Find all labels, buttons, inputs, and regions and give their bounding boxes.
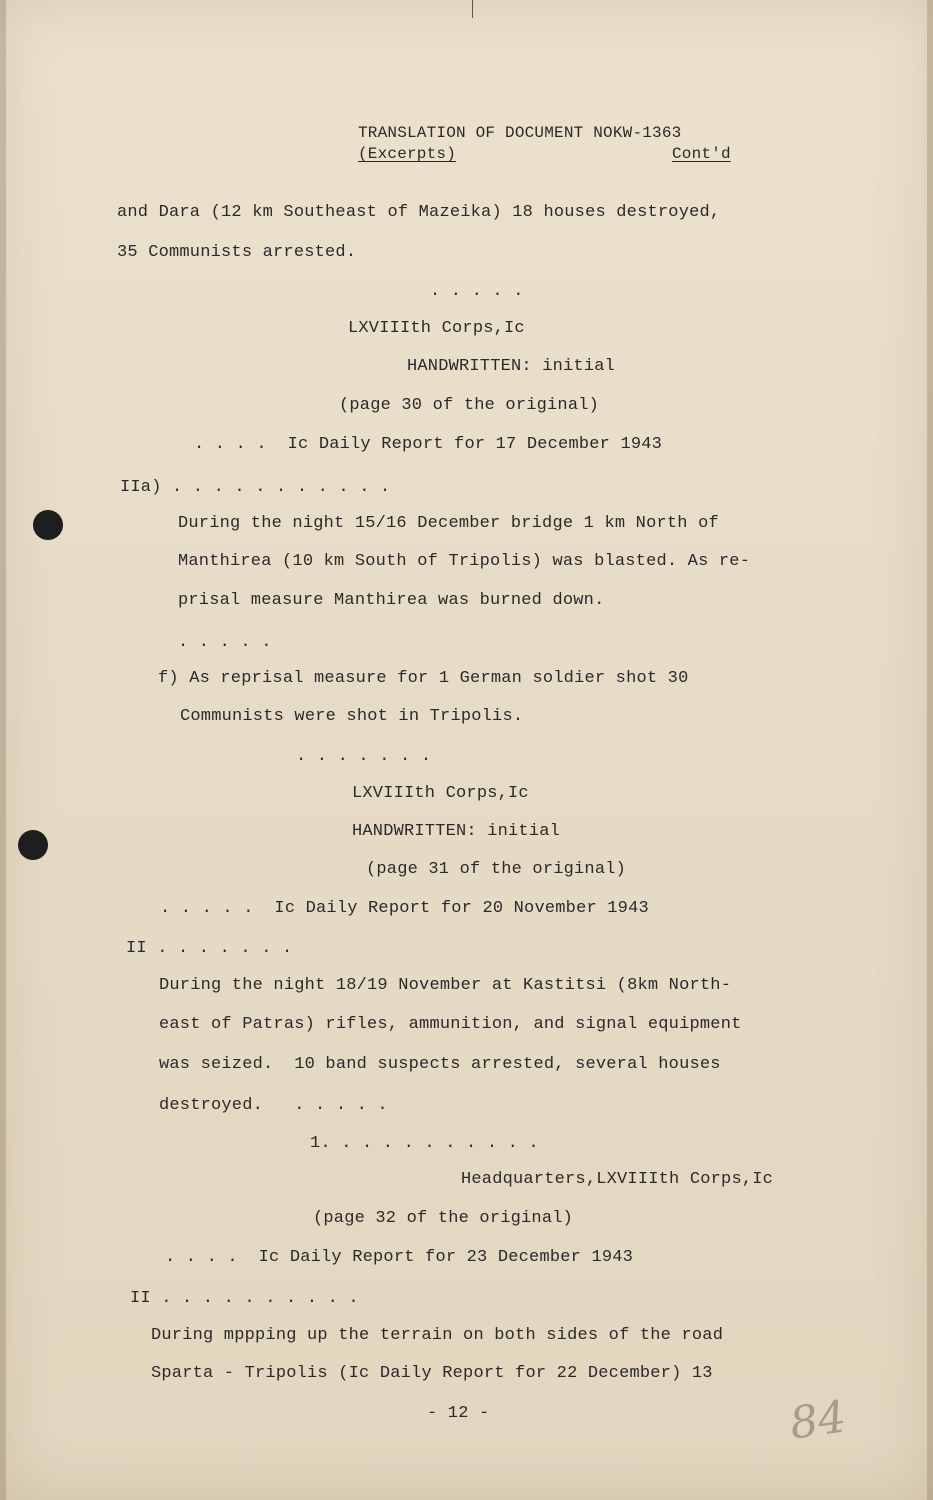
page-right-edge-shadow	[927, 0, 933, 1500]
body-line: During the night 18/19 November at Kastitsi (8km North-	[159, 976, 732, 995]
ellipsis-line: . . . . .	[178, 633, 272, 652]
body-line: east of Patras) rifles, ammunition, and signal equipment	[159, 1015, 742, 1034]
report-heading: . . . . . Ic Daily Report for 20 November 1943	[160, 899, 649, 918]
body-line: 35 Communists arrested.	[117, 243, 357, 262]
page-reference: (page 32 of the original)	[313, 1209, 574, 1228]
page-left-edge-shadow	[0, 0, 6, 1500]
top-center-tick	[472, 0, 473, 18]
report-heading: . . . . Ic Daily Report for 17 December 1943	[194, 435, 663, 454]
punch-hole	[18, 830, 48, 860]
body-line: Communists were shot in Tripolis.	[180, 707, 524, 726]
section-label: II . . . . . . . . . .	[130, 1289, 359, 1308]
section-label: II . . . . . . .	[126, 939, 293, 958]
body-line: Manthirea (10 km South of Tripolis) was blasted. As re-	[178, 552, 751, 571]
handwritten-note: HANDWRITTEN: initial	[407, 357, 616, 376]
ellipsis-line: 1. . . . . . . . . . .	[310, 1134, 539, 1153]
section-label: IIa) . . . . . . . . . . .	[120, 478, 391, 497]
signature-unit: LXVIIIth Corps,Ic	[352, 784, 529, 803]
document-subtitle-contd: Cont'd	[672, 145, 731, 163]
handwritten-note: HANDWRITTEN: initial	[352, 822, 561, 841]
signature-unit: Headquarters,LXVIIIth Corps,Ic	[461, 1170, 774, 1189]
report-heading: . . . . Ic Daily Report for 23 December 1943	[165, 1248, 634, 1267]
body-line: During the night 15/16 December bridge 1 km North of	[178, 514, 719, 533]
body-line: was seized. 10 band suspects arrested, several houses	[159, 1055, 721, 1074]
body-line: and Dara (12 km Southeast of Mazeika) 18 houses destroyed,	[117, 203, 721, 222]
ellipsis-line: . . . . .	[430, 282, 524, 301]
punch-hole	[33, 510, 63, 540]
handwritten-page-mark: 84	[786, 1391, 850, 1450]
document-title: TRANSLATION OF DOCUMENT NOKW-1363	[358, 124, 682, 142]
signature-unit: LXVIIIth Corps,Ic	[348, 319, 525, 338]
body-line: f) As reprisal measure for 1 German soldier shot 30	[158, 669, 689, 688]
document-subtitle-excerpts: (Excerpts)	[358, 145, 457, 163]
body-line: During mppping up the terrain on both sides of the road	[151, 1326, 724, 1345]
body-line: Sparta - Tripolis (Ic Daily Report for 22 December) 13	[151, 1364, 713, 1383]
ellipsis-line: . . . . . . .	[296, 747, 432, 766]
page-reference: (page 31 of the original)	[366, 860, 627, 879]
body-line: destroyed. . . . . .	[159, 1096, 388, 1115]
body-line: prisal measure Manthirea was burned down.	[178, 591, 605, 610]
page-reference: (page 30 of the original)	[339, 396, 600, 415]
page-number: - 12 -	[427, 1404, 490, 1423]
